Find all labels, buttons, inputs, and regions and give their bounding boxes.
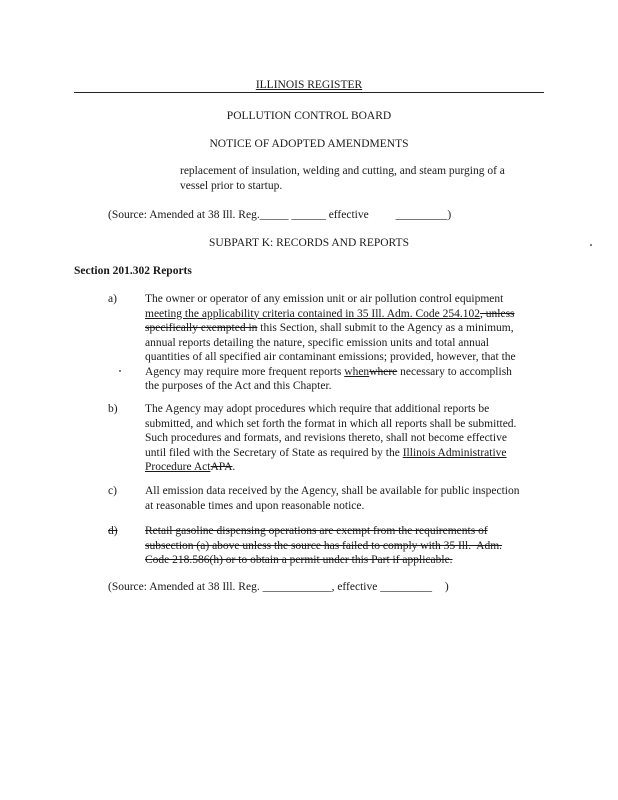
subsection-b-text: The Agency may adopt procedures which require that additional reports be submitted, and which set forth the format in which all reports shall be submitted. Such procedures and formats, and revisions thereto, shall not become effective until filed with the Secretary of State as required by the Illinois Administrative Procedure ActAPA.: [145, 403, 517, 473]
board-title: POLLUTION CONTROL BOARD: [226, 110, 392, 122]
section-title: Section 201.302 Reports: [74, 265, 192, 277]
notice-title: NOTICE OF ADOPTED AMENDMENTS: [209, 138, 409, 150]
source-note-2: (Source: Amended at 38 Ill. Reg. ____________, effective _________ ): [108, 581, 449, 593]
carryover-line: vessel prior to startup.: [180, 179, 283, 192]
date-blank: _________: [395, 209, 448, 221]
subsection-label-b: b): [108, 403, 118, 415]
header-rule: [74, 92, 544, 93]
scan-speck: [119, 370, 121, 372]
date-blank: _________: [380, 581, 432, 593]
carryover-text: [180, 164, 550, 193]
subsection-a-text: The owner or operator of any emission unit or air pollution control equipment meeting the applicability criteria contained in 35 Ill. Adm. Code 254.102, unless specifically exempted in this Section, shall submit to the Agency as a minimum, annual reports detailing the nature, specific emission units and total annual quantities of all specified air contaminant emissions; provided, however, that the Agency may require more frequent reports whenwhere necessary to accomplish the purposes of the Act and this Chapter.: [145, 293, 516, 392]
source-note-1: (Source: Amended at 38 Ill. Reg._____ ______ effective _________): [108, 209, 452, 221]
register-title: ILLINOIS REGISTER: [255, 79, 363, 91]
subsection-label-a: a): [108, 293, 117, 305]
subpart-title: SUBPART K: RECORDS AND REPORTS: [209, 237, 409, 249]
reg-blank: ____________: [262, 581, 332, 593]
subsection-label-d: d): [108, 525, 118, 537]
scan-speck: [590, 244, 592, 246]
reg-blank: _____ ______: [259, 209, 326, 221]
carryover-line: replacement of insulation, welding and cutting, and steam purging of a: [180, 165, 505, 177]
subsection-c-text: All emission data received by the Agency, shall be available for public inspection at reasonable times and upon reasonable notice.: [145, 485, 520, 512]
subsection-label-c: c): [108, 485, 117, 497]
subsection-d-text: Retail gasoline dispensing operations are exempt from the requirements of subsection (a) above unless the source has failed to comply with 35 Ill. Adm. Code 218.586(h) or to obtain a permit under this Part if applicable.: [145, 525, 503, 566]
